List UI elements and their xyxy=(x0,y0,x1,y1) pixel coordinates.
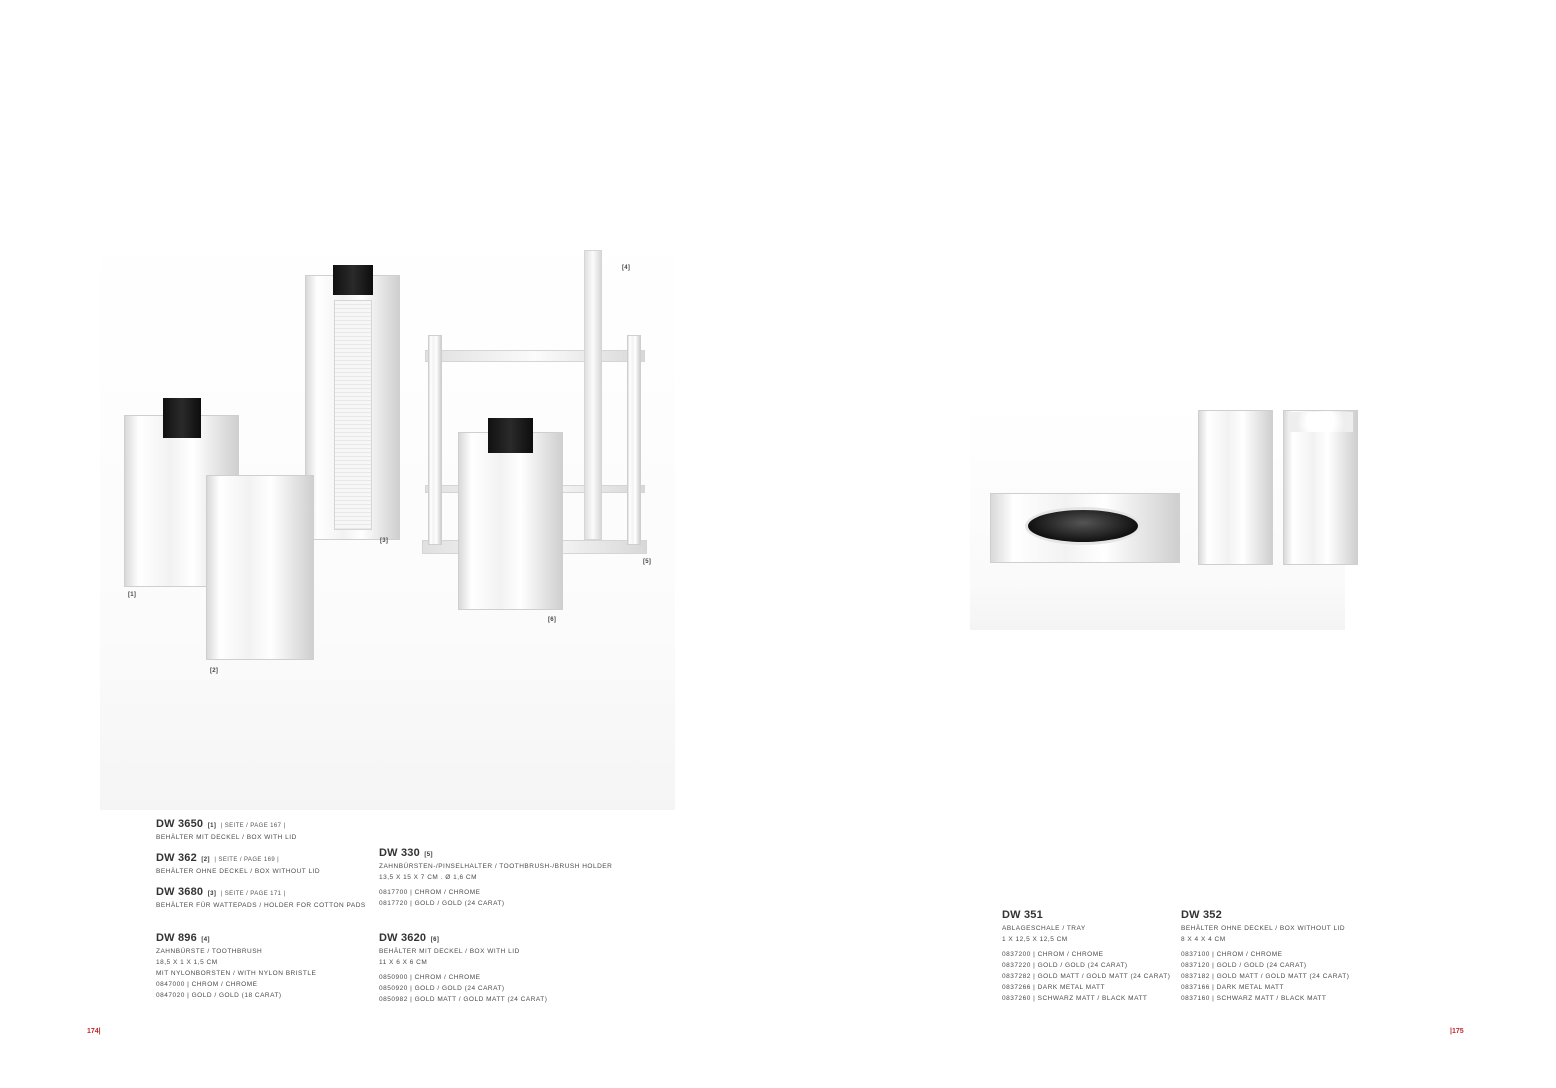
spec-dw352 xyxy=(1181,905,1349,1004)
spec-dw362 xyxy=(156,848,320,877)
callout-index: [1] xyxy=(207,823,217,829)
brush-holder-top-shelf xyxy=(425,350,645,362)
cotton-pads xyxy=(334,300,372,530)
feature: MIT NYLONBORSTEN / WITH NYLON BRISTLE xyxy=(156,970,317,977)
dimensions: 11 X 6 X 6 CM xyxy=(379,959,428,966)
callout-index: [2] xyxy=(201,857,210,863)
spec-dw3650 xyxy=(156,814,297,843)
box-without-lid-right xyxy=(1283,410,1358,565)
model-name: DW 3620 xyxy=(379,932,427,944)
page-ref: | SEITE / PAGE 167 | xyxy=(220,823,286,829)
box-without-lid-left xyxy=(1198,410,1273,565)
box-lid-knob-6 xyxy=(488,418,533,453)
item-code: 0847020 | GOLD / GOLD (18 CARAT) xyxy=(156,992,282,999)
item-code: 0837282 | GOLD MATT / GOLD MATT (24 CARAT) xyxy=(1002,973,1171,980)
item-code: 0837182 | GOLD MATT / GOLD MATT (24 CARAT) xyxy=(1181,973,1350,980)
callout-2: [2] xyxy=(210,668,219,674)
callout-1: [1] xyxy=(128,592,137,598)
callout-index: [3] xyxy=(207,891,217,897)
callout-5: [5] xyxy=(643,559,652,565)
item-code: 0850920 | GOLD / GOLD (24 CARAT) xyxy=(379,985,505,992)
model-name: DW 362 xyxy=(156,852,197,864)
callout-index: [5] xyxy=(424,852,433,858)
brush-holder-post-right xyxy=(627,335,641,545)
model-name: DW 3680 xyxy=(156,886,204,898)
item-code: 0837200 | CHROM / CHROME xyxy=(1002,951,1104,958)
box-lid-knob-1 xyxy=(163,398,201,438)
description: BEHÄLTER FÜR WATTEPADS / HOLDER FOR COTTON PADS xyxy=(156,902,366,909)
description: ZAHNBÜRSTE / TOOTHBRUSH xyxy=(156,948,263,955)
item-code: 0837260 | SCHWARZ MATT / BLACK MATT xyxy=(1002,995,1148,1002)
item-code: 0837120 | GOLD / GOLD (24 CARAT) xyxy=(1181,962,1307,969)
model-name: DW 330 xyxy=(379,847,420,859)
holder-knob xyxy=(333,265,373,295)
item-code: 0837166 | DARK METAL MATT xyxy=(1181,984,1284,991)
item-code: 0837220 | GOLD / GOLD (24 CARAT) xyxy=(1002,962,1128,969)
dimensions: 13,5 X 15 X 7 CM . Ø 1,6 CM xyxy=(379,874,478,881)
item-code: 0850900 | CHROM / CHROME xyxy=(379,974,481,981)
spec-dw3680 xyxy=(156,882,366,911)
tray-bowl xyxy=(1025,507,1141,545)
spec-dw3620 xyxy=(379,928,547,1005)
brush-holder-post-left xyxy=(428,335,442,545)
spec-dw896 xyxy=(156,928,316,1001)
toothbrush xyxy=(584,250,602,540)
page-number-right: |175 xyxy=(1450,1028,1464,1035)
callout-4: [4] xyxy=(622,265,631,271)
callout-3: [3] xyxy=(380,538,389,544)
item-code: 0837100 | CHROM / CHROME xyxy=(1181,951,1283,958)
item-code: 0817720 | GOLD / GOLD (24 CARAT) xyxy=(379,900,505,907)
page-number-left: 174| xyxy=(87,1028,101,1035)
model-name: DW 896 xyxy=(156,932,197,944)
item-code: 0837160 | SCHWARZ MATT / BLACK MATT xyxy=(1181,995,1327,1002)
model-name: DW 352 xyxy=(1181,909,1222,921)
description: ABLAGESCHALE / TRAY xyxy=(1002,925,1086,932)
callout-index: [6] xyxy=(430,937,440,943)
dimensions: 18,5 X 1 X 1,5 CM xyxy=(156,959,218,966)
product-photo-right xyxy=(970,400,1345,630)
item-code: 0847000 | CHROM / CHROME xyxy=(156,981,258,988)
page-ref: | SEITE / PAGE 171 | xyxy=(220,891,286,897)
model-name: DW 3650 xyxy=(156,818,204,830)
page-ref: | SEITE / PAGE 169 | xyxy=(214,857,280,863)
box-without-lid xyxy=(206,475,314,660)
callout-index: [4] xyxy=(201,937,210,943)
product-photo-left xyxy=(100,220,675,810)
item-code: 0837266 | DARK METAL MATT xyxy=(1002,984,1105,991)
item-code: 0817700 | CHROM / CHROME xyxy=(379,889,481,896)
description: BEHÄLTER MIT DECKEL / BOX WITH LID xyxy=(379,948,520,955)
description: BEHÄLTER MIT DECKEL / BOX WITH LID xyxy=(156,834,297,841)
box-with-lid-6 xyxy=(458,432,563,610)
cotton-swabs xyxy=(1288,412,1353,432)
description: BEHÄLTER OHNE DECKEL / BOX WITHOUT LID xyxy=(1181,925,1346,932)
item-code: 0850982 | GOLD MATT / GOLD MATT (24 CARAT) xyxy=(379,996,548,1003)
model-name: DW 351 xyxy=(1002,909,1043,921)
spec-dw351 xyxy=(1002,905,1170,1004)
spec-dw330 xyxy=(379,843,612,909)
dimensions: 8 X 4 X 4 CM xyxy=(1181,936,1226,943)
description: BEHÄLTER OHNE DECKEL / BOX WITHOUT LID xyxy=(156,868,321,875)
description: ZAHNBÜRSTEN-/PINSELHALTER / TOOTHBRUSH-/BRUSH HOLDER xyxy=(379,863,613,870)
dimensions: 1 X 12,5 X 12,5 CM xyxy=(1002,936,1068,943)
callout-6: [6] xyxy=(548,617,557,623)
